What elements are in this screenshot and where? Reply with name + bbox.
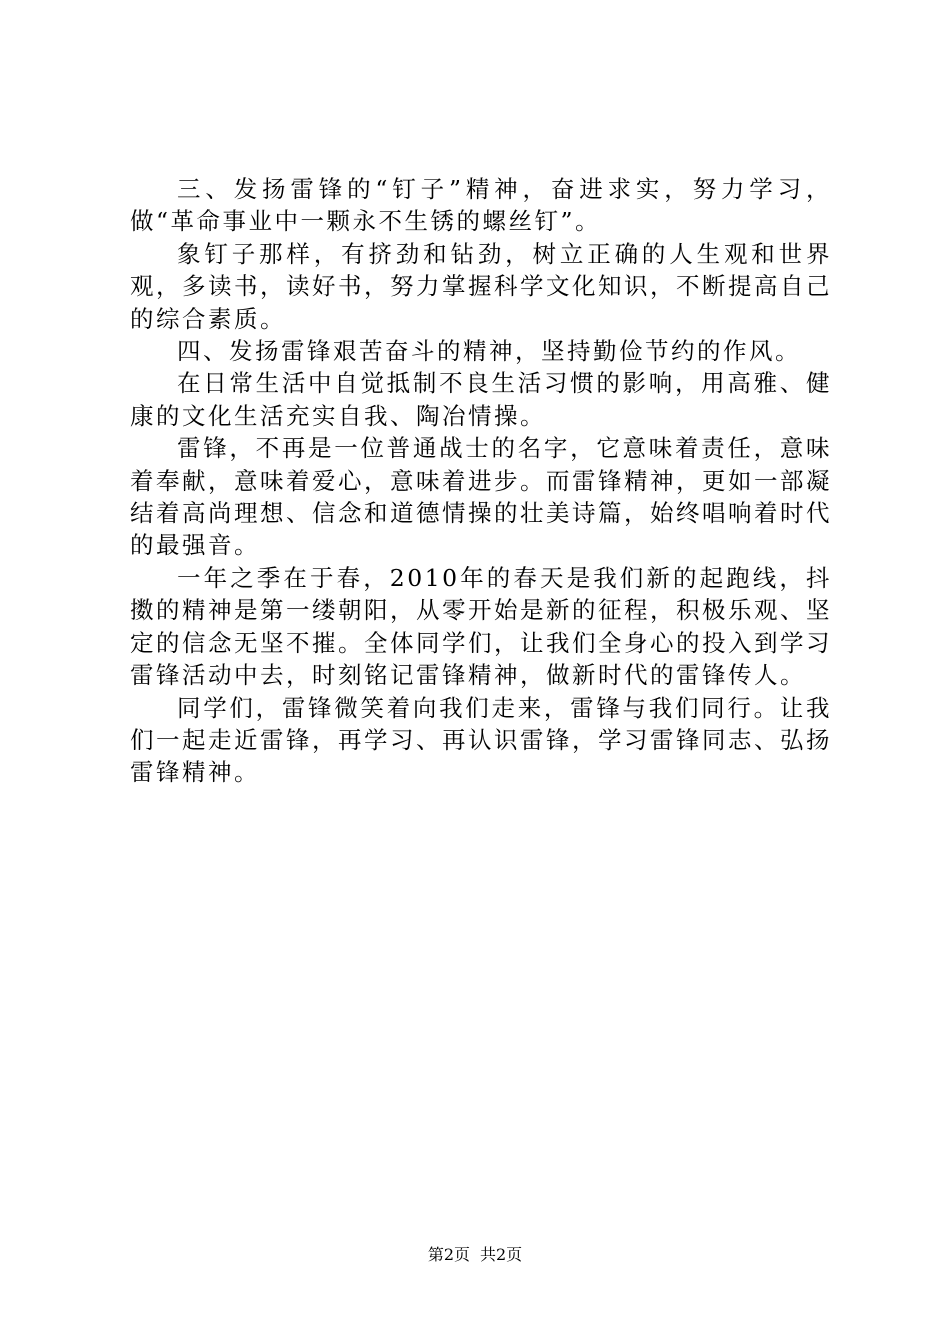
paragraph: 同学们，雷锋微笑着向我们走来，雷锋与我们同行。让我们一起走近雷锋，再学习、再认识雷锋，学习雷锋同志、弘扬雷锋精神。	[130, 693, 832, 787]
paragraph: 四、发扬雷锋艰苦奋斗的精神，坚持勤俭节约的作风。	[177, 337, 801, 366]
paragraph: 一年之季在于春，2010年的春天是我们新的起跑线，抖擞的精神是第一缕朝阳，从零开始是新的征程，积极乐观、坚定的信念无坚不摧。全体同学们，让我们全身心的投入到学习雷锋活动中去，时刻铭记雷锋精神，做新时代的雷锋传人。	[130, 563, 832, 690]
paragraph: 雷锋，不再是一位普通战士的名字，它意味着责任，意味着奉献，意味着爱心，意味着进步。而雷锋精神，更如一部凝结着高尚理想、信念和道德情操的壮美诗篇，始终唱响着时代的最强音。	[130, 434, 832, 560]
paragraph: 象钉子那样，有挤劲和钻劲，树立正确的人生观和世界观，多读书，读好书，努力掌握科学文化知识，不断提高自己的综合素质。	[130, 239, 832, 333]
page-number: 第2页	[427, 1245, 470, 1264]
paragraph: 在日常生活中自觉抵制不良生活习惯的影响，用高雅、健康的文化生活充实自我、陶冶情操。	[130, 369, 832, 430]
page-footer	[0, 1244, 950, 1266]
paragraph: 三、发扬雷锋的“钉子”精神，奋进求实，努力学习，做“革命事业中一颗永不生锈的螺丝钉”。	[130, 175, 832, 236]
page-total: 共2页	[480, 1245, 523, 1264]
document-body	[130, 173, 832, 789]
